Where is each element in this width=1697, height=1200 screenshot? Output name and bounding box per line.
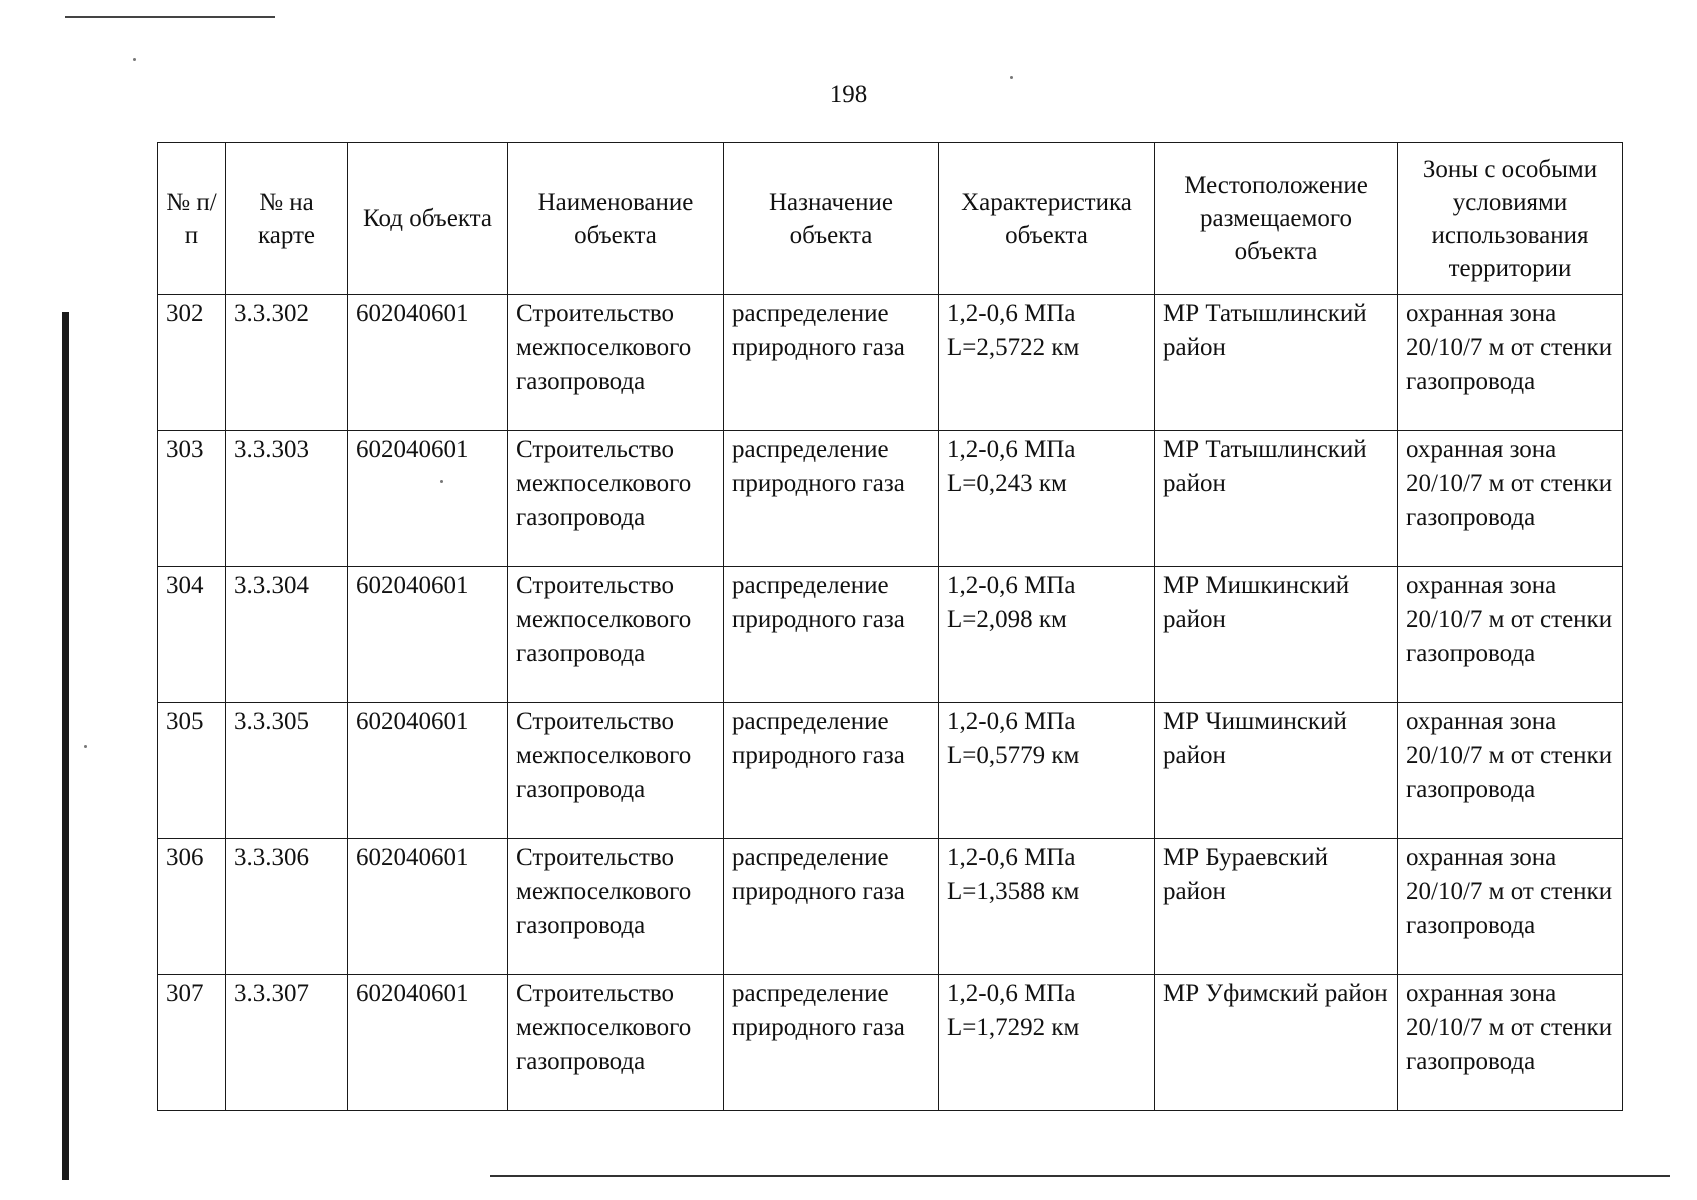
cell-map-number: 3.3.306 (226, 839, 348, 975)
scan-speck (1010, 76, 1013, 79)
header-cell: Местоположение размещаемого объекта (1155, 143, 1398, 295)
cell-object-code: 602040601 (348, 839, 508, 975)
scan-speck (84, 745, 87, 748)
header-cell: Код объекта (348, 143, 508, 295)
table-row (158, 975, 1623, 1111)
cell-object-location: МР Бураевский район (1155, 839, 1398, 975)
page-number: 198 (829, 81, 868, 108)
cell-object-name: Строительство межпоселкового газопровода (508, 567, 724, 703)
header-cell: № п/п (158, 143, 226, 295)
cell-special-zones: охранная зона 20/10/7 м от стенки газопровода (1398, 975, 1623, 1111)
cell-special-zones: охранная зона 20/10/7 м от стенки газопровода (1398, 295, 1623, 431)
cell-num: 304 (158, 567, 226, 703)
cell-object-location: МР Уфимский район (1155, 975, 1398, 1111)
cell-object-name: Строительство межпоселкового газопровода (508, 975, 724, 1111)
cell-object-characteristic: 1,2-0,6 МПа L=0,5779 км (939, 703, 1155, 839)
scan-artifact-bottom-line (490, 1175, 1670, 1177)
cell-num: 303 (158, 431, 226, 567)
scan-artifact-left-bar (62, 312, 69, 1180)
cell-object-purpose: распределение природного газа (724, 975, 939, 1111)
cell-object-characteristic: 1,2-0,6 МПа L=1,7292 км (939, 975, 1155, 1111)
cell-num: 306 (158, 839, 226, 975)
cell-special-zones: охранная зона 20/10/7 м от стенки газопровода (1398, 839, 1623, 975)
table-row (158, 431, 1623, 567)
header-cell: Назначение объекта (724, 143, 939, 295)
cell-map-number: 3.3.307 (226, 975, 348, 1111)
table-row (158, 839, 1623, 975)
cell-object-code: 602040601 (348, 567, 508, 703)
cell-object-location: МР Чишминский район (1155, 703, 1398, 839)
scan-speck (133, 58, 136, 61)
cell-object-name: Строительство межпоселкового газопровода (508, 431, 724, 567)
cell-object-characteristic: 1,2-0,6 МПа L=2,5722 км (939, 295, 1155, 431)
cell-map-number: 3.3.304 (226, 567, 348, 703)
cell-object-purpose: распределение природного газа (724, 567, 939, 703)
header-cell: Характеристика объекта (939, 143, 1155, 295)
cell-object-purpose: распределение природного газа (724, 703, 939, 839)
cell-special-zones: охранная зона 20/10/7 м от стенки газопровода (1398, 431, 1623, 567)
scan-artifact-top-line (65, 16, 275, 18)
cell-map-number: 3.3.303 (226, 431, 348, 567)
table-row (158, 703, 1623, 839)
cell-object-code: 602040601 (348, 975, 508, 1111)
cell-object-characteristic: 1,2-0,6 МПа L=0,243 км (939, 431, 1155, 567)
cell-map-number: 3.3.302 (226, 295, 348, 431)
header-cell: Зоны с особыми условиями использования территории (1398, 143, 1623, 295)
table-row (158, 567, 1623, 703)
cell-object-name: Строительство межпоселкового газопровода (508, 703, 724, 839)
cell-object-characteristic: 1,2-0,6 МПа L=2,098 км (939, 567, 1155, 703)
header-cell: Наименование объекта (508, 143, 724, 295)
cell-object-location: МР Татышлинский район (1155, 295, 1398, 431)
cell-special-zones: охранная зона 20/10/7 м от стенки газопровода (1398, 567, 1623, 703)
cell-map-number: 3.3.305 (226, 703, 348, 839)
cell-num: 305 (158, 703, 226, 839)
table-header-row (158, 143, 1623, 295)
cell-object-characteristic: 1,2-0,6 МПа L=1,3588 км (939, 839, 1155, 975)
cell-object-name: Строительство межпоселкового газопровода (508, 839, 724, 975)
cell-object-location: МР Мишкинский район (1155, 567, 1398, 703)
objects-table (157, 142, 1623, 1111)
cell-special-zones: охранная зона 20/10/7 м от стенки газопровода (1398, 703, 1623, 839)
cell-object-code: 602040601 (348, 703, 508, 839)
cell-object-code: 602040601 (348, 431, 508, 567)
header-cell: № на карте (226, 143, 348, 295)
cell-object-purpose: распределение природного газа (724, 295, 939, 431)
cell-num: 302 (158, 295, 226, 431)
cell-object-name: Строительство межпоселкового газопровода (508, 295, 724, 431)
cell-num: 307 (158, 975, 226, 1111)
cell-object-code: 602040601 (348, 295, 508, 431)
cell-object-purpose: распределение природного газа (724, 431, 939, 567)
cell-object-location: МР Татышлинский район (1155, 431, 1398, 567)
table-row (158, 295, 1623, 431)
cell-object-purpose: распределение природного газа (724, 839, 939, 975)
